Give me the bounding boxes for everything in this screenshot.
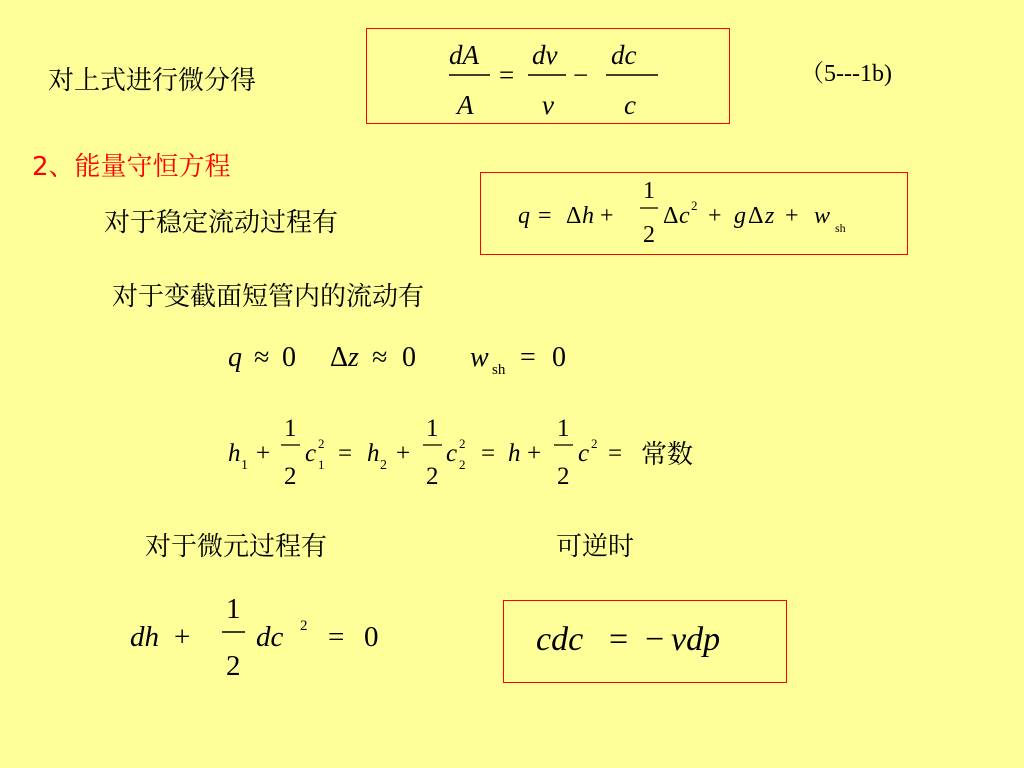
svg-text:sh: sh: [835, 221, 846, 235]
svg-text:=: =: [481, 440, 496, 467]
svg-text:1: 1: [557, 415, 570, 442]
svg-text:≈: ≈: [254, 342, 270, 373]
svg-text:dv: dv: [532, 40, 558, 70]
svg-text:v: v: [542, 90, 554, 120]
svg-text:1: 1: [426, 415, 439, 442]
svg-text:2: 2: [591, 436, 598, 451]
svg-text:dc: dc: [256, 621, 284, 653]
reversible-equation: [503, 600, 787, 683]
svg-text:2: 2: [284, 463, 297, 490]
svg-text:=: =: [328, 621, 345, 653]
svg-text:0: 0: [364, 621, 379, 653]
svg-text:dA: dA: [449, 40, 479, 70]
svg-text:1: 1: [241, 458, 248, 473]
svg-text:z: z: [348, 342, 359, 373]
svg-text:dh: dh: [130, 621, 159, 653]
svg-text:2: 2: [226, 650, 241, 682]
svg-text:z: z: [765, 203, 775, 229]
svg-text:h: h: [228, 440, 241, 467]
svg-text:cdc: cdc: [536, 621, 584, 658]
svg-text:+: +: [256, 440, 271, 467]
energy-constant-equation: [224, 414, 644, 494]
svg-text:c: c: [446, 440, 458, 467]
svg-text:2: 2: [300, 618, 308, 634]
svg-text:1: 1: [226, 593, 241, 625]
svg-text:2: 2: [691, 198, 698, 213]
svg-text:c: c: [624, 90, 636, 120]
micro-process-equation: [128, 593, 408, 686]
svg-text:Δ: Δ: [566, 203, 582, 229]
svg-text:=: =: [338, 440, 353, 467]
svg-text:=: =: [608, 440, 623, 467]
svg-text:w: w: [470, 342, 489, 373]
svg-text:q: q: [228, 342, 242, 373]
svg-text:2: 2: [459, 457, 466, 472]
svg-text:sh: sh: [492, 362, 506, 378]
svg-text:−: −: [645, 621, 665, 658]
svg-text:h: h: [582, 203, 594, 229]
svg-text:h: h: [367, 440, 380, 467]
svg-text:1: 1: [318, 457, 325, 472]
svg-text:=: =: [499, 60, 515, 90]
svg-text:c: c: [578, 440, 590, 467]
constant-word: 常数: [641, 440, 694, 470]
svg-text:0: 0: [402, 342, 416, 373]
svg-text:2: 2: [318, 436, 325, 451]
svg-text:+: +: [600, 203, 614, 229]
svg-text:A: A: [457, 90, 474, 120]
differentiate-label: 对上式进行微分得: [48, 66, 257, 96]
svg-text:1: 1: [284, 415, 297, 442]
svg-text:+: +: [708, 203, 722, 229]
continuity-differential-equation: [366, 28, 730, 124]
svg-text:dc: dc: [611, 40, 637, 70]
svg-text:2: 2: [557, 463, 570, 490]
svg-text:Δ: Δ: [330, 342, 349, 373]
steady-flow-label: 对于稳定流动过程有: [104, 208, 339, 238]
svg-text:q: q: [518, 203, 530, 229]
svg-text:2: 2: [459, 436, 466, 451]
steady-flow-energy-equation: [480, 172, 908, 255]
svg-text:−: −: [573, 60, 589, 90]
svg-text:h: h: [508, 440, 521, 467]
svg-text:+: +: [527, 440, 542, 467]
svg-text:w: w: [814, 203, 831, 229]
svg-text:=: =: [609, 621, 629, 658]
svg-text:g: g: [734, 203, 746, 229]
svg-text:2: 2: [380, 458, 387, 473]
svg-text:c: c: [679, 203, 690, 229]
svg-text:+: +: [785, 203, 799, 229]
micro-process-label: 对于微元过程有: [145, 532, 328, 562]
svg-text:1: 1: [643, 178, 655, 204]
section-title: 2、能量守恒方程: [32, 152, 231, 182]
svg-text:=: =: [520, 342, 536, 373]
svg-text:0: 0: [282, 342, 296, 373]
svg-text:2: 2: [426, 463, 439, 490]
svg-text:=: =: [538, 203, 552, 229]
svg-text:+: +: [174, 621, 191, 653]
nozzle-flow-label: 对于变截面短管内的流动有: [112, 282, 425, 312]
svg-text:≈: ≈: [372, 342, 388, 373]
svg-text:2: 2: [643, 222, 655, 248]
svg-text:c: c: [305, 440, 317, 467]
reversible-label: 可逆时: [556, 532, 635, 562]
equation-number: （5---1b): [800, 61, 892, 87]
svg-text:Δ: Δ: [748, 203, 764, 229]
nozzle-flow-conditions: [226, 334, 586, 384]
svg-text:vdp: vdp: [671, 621, 721, 658]
svg-text:Δ: Δ: [663, 203, 679, 229]
svg-text:+: +: [396, 440, 411, 467]
svg-text:0: 0: [552, 342, 566, 373]
